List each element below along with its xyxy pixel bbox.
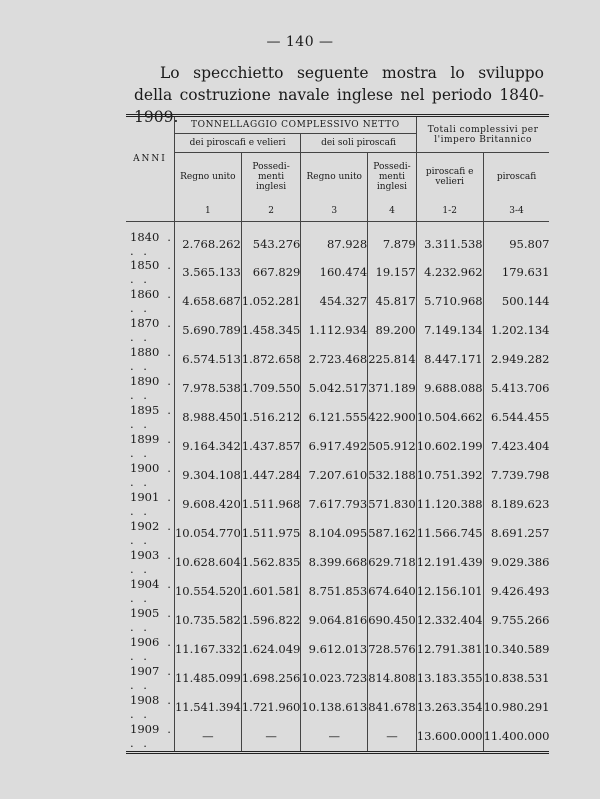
table-row [126, 316, 549, 345]
value-cell-col-1: 10.735.582 [174, 606, 241, 635]
value-cell-col-4: 728.576 [368, 635, 417, 664]
col-label-5: piroscafi e velieri [416, 153, 483, 201]
value-cell-col-6: 9.426.493 [490, 584, 550, 598]
value-cell-col-5: 13.600.000 [416, 722, 483, 753]
value-cell-col-4: 45.817 [368, 287, 417, 316]
value-cell-col-2: 543.276 [241, 221, 301, 258]
value-cell-col-4: 571.830 [368, 490, 417, 519]
value-cell-col-5: 9.688.088 [416, 374, 483, 403]
year-label: 1906 [130, 635, 160, 649]
value-cell-col-1: 10.554.520 [174, 577, 241, 606]
value-cell-col-6: 8.189.623 [490, 497, 550, 511]
year-cell [126, 519, 174, 548]
leader-dots: . . . [130, 693, 174, 721]
value-cell-col-2: 1.447.284 [241, 461, 301, 490]
leader-dots: . . . [130, 316, 174, 344]
value-cell-col-2: — [241, 722, 301, 753]
value-cell-col-2: 667.829 [241, 258, 301, 287]
year-label: 1880 [130, 345, 160, 359]
table-row [126, 490, 549, 519]
year-cell [126, 345, 174, 374]
value-cell-col-1: — [174, 722, 241, 753]
value-cell-col-1: 9.164.342 [174, 432, 241, 461]
value-cell-col-3: 9.612.013 [301, 635, 368, 664]
year-cell [126, 316, 174, 345]
value-cell-col-5: 13.183.355 [416, 664, 483, 693]
table-row [126, 577, 549, 606]
value-cell-col-3: 8.399.668 [301, 548, 368, 577]
value-cell-col-1: 11.485.099 [174, 664, 241, 693]
value-cell-col-3: — [301, 722, 368, 753]
value-cell-col-5: 7.149.134 [416, 316, 483, 345]
value-cell-col-3: 454.327 [301, 287, 368, 316]
value-cell-col-3: 160.474 [301, 258, 368, 287]
year-label: 1902 [130, 519, 160, 533]
header-piroscafi-velieri: dei piroscafi e velieri [174, 134, 300, 153]
value-cell-col-2: 1.624.049 [241, 635, 301, 664]
value-cell-col-4: 690.450 [368, 606, 417, 635]
year-label: 1840 [130, 229, 160, 244]
table-row [126, 664, 549, 693]
table-row [126, 606, 549, 635]
value-cell-col-1: 5.690.789 [174, 316, 241, 345]
value-cell-col-5: 12.791.381 [416, 635, 483, 664]
value-cell-col-2: 1.721.960 [241, 693, 301, 722]
value-cell-col-2: 1.458.345 [241, 316, 301, 345]
table-body [126, 221, 549, 752]
leader-dots: . . . [130, 432, 174, 460]
table-row [126, 548, 549, 577]
year-label: 1908 [130, 693, 160, 707]
value-cell-col-3: 6.121.555 [301, 403, 368, 432]
value-cell-col-6: 8.691.257 [490, 526, 550, 540]
value-cell-col-1: 11.541.394 [174, 693, 241, 722]
value-cell-col-5: 8.447.171 [416, 345, 483, 374]
year-cell [126, 287, 174, 316]
value-cell-col-2: 1.601.581 [241, 577, 301, 606]
value-cell-col-3: 87.928 [301, 221, 368, 258]
year-cell [126, 461, 174, 490]
year-cell [126, 577, 174, 606]
value-cell-col-4: 7.879 [368, 221, 417, 258]
col-label-2: Possedi-menti inglesi [241, 153, 301, 201]
table-row [126, 345, 549, 374]
value-cell-col-3: 9.064.816 [301, 606, 368, 635]
table-row [126, 722, 549, 753]
value-cell-col-2: 1.596.822 [241, 606, 301, 635]
value-cell-col-2: 1.516.212 [241, 403, 301, 432]
leader-dots: . . . [130, 229, 174, 258]
year-label: 1904 [130, 577, 160, 591]
year-cell [126, 258, 174, 287]
value-cell-col-6: 11.400.000 [483, 722, 549, 753]
leader-dots: . . . [130, 548, 174, 576]
value-cell-col-3: 7.207.610 [301, 461, 368, 490]
value-cell-col-1: 3.565.133 [174, 258, 241, 287]
col-label-3: Regno unito [301, 153, 368, 201]
col-label-1: Regno unito [174, 153, 241, 201]
value-cell-col-6: 179.631 [501, 265, 550, 279]
year-cell [126, 606, 174, 635]
header-anni: ANNI [126, 116, 174, 201]
value-cell-col-5: 3.311.538 [416, 221, 483, 258]
shipbuilding-table [126, 114, 549, 754]
value-cell-col-6: 1.202.134 [490, 323, 550, 337]
year-cell [126, 403, 174, 432]
value-cell-col-6: 9.755.266 [490, 613, 550, 627]
value-cell-col-5: 4.232.962 [416, 258, 483, 287]
col-num-anni [126, 201, 174, 222]
leader-dots: . . . [130, 287, 174, 315]
year-label: 1899 [130, 432, 160, 446]
leader-dots: . . . [130, 374, 174, 402]
col-label-6: piroscafi [496, 171, 537, 182]
value-cell-col-6: 5.413.706 [490, 381, 550, 395]
year-label: 1905 [130, 606, 160, 620]
year-cell [126, 664, 174, 693]
value-cell-col-2: 1.511.975 [241, 519, 301, 548]
year-cell [126, 693, 174, 722]
value-cell-col-1: 6.574.513 [174, 345, 241, 374]
value-cell-col-4: 841.678 [368, 693, 417, 722]
table-row [126, 221, 549, 258]
value-cell-col-1: 11.167.332 [174, 635, 241, 664]
leader-dots: . . . [130, 345, 174, 373]
value-cell-col-1: 2.768.262 [174, 221, 241, 258]
value-cell-col-6: 10.838.531 [483, 671, 550, 685]
value-cell-col-2: 1.872.658 [241, 345, 301, 374]
value-cell-col-1: 7.978.538 [174, 374, 241, 403]
year-label: 1890 [130, 374, 160, 388]
value-cell-col-5: 13.263.354 [416, 693, 483, 722]
table-row [126, 693, 549, 722]
col-label-4: Possedi-menti inglesi [368, 153, 417, 201]
table-row [126, 287, 549, 316]
year-label: 1900 [130, 461, 160, 475]
value-cell-col-1: 8.988.450 [174, 403, 241, 432]
leader-dots: . . . [130, 519, 174, 547]
value-cell-col-5: 10.751.392 [416, 461, 483, 490]
year-label: 1901 [130, 490, 160, 504]
leader-dots: . . . [130, 490, 174, 518]
value-cell-col-6: 10.340.589 [483, 642, 550, 656]
value-cell-col-2: 1.562.835 [241, 548, 301, 577]
year-label: 1850 [130, 258, 160, 272]
value-cell-col-6: 6.544.455 [490, 410, 550, 424]
value-cell-col-3: 8.104.095 [301, 519, 368, 548]
table-row [126, 258, 549, 287]
table-row [126, 432, 549, 461]
year-label: 1870 [130, 316, 160, 330]
value-cell-col-5: 11.566.745 [416, 519, 483, 548]
table-row [126, 635, 549, 664]
value-cell-col-4: 674.640 [368, 577, 417, 606]
value-cell-col-3: 1.112.934 [301, 316, 368, 345]
table-row [126, 403, 549, 432]
col-num-2: 2 [241, 201, 301, 222]
value-cell-col-4: 19.157 [368, 258, 417, 287]
value-cell-col-3: 5.042.517 [301, 374, 368, 403]
value-cell-col-4: 371.189 [368, 374, 417, 403]
value-cell-col-4: 629.718 [368, 548, 417, 577]
year-cell [126, 490, 174, 519]
year-label: 1903 [130, 548, 160, 562]
value-cell-col-4: 225.814 [368, 345, 417, 374]
value-cell-col-5: 5.710.968 [416, 287, 483, 316]
year-cell [126, 432, 174, 461]
year-cell [126, 374, 174, 403]
col-num-5: 1-2 [416, 201, 483, 222]
value-cell-col-3: 2.723.468 [301, 345, 368, 374]
value-cell-col-2: 1.511.968 [241, 490, 301, 519]
value-cell-col-4: 422.900 [368, 403, 417, 432]
value-cell-col-5: 12.156.101 [416, 577, 483, 606]
table-row [126, 374, 549, 403]
leader-dots: . . . [130, 403, 174, 431]
value-cell-col-4: 89.200 [368, 316, 417, 345]
leader-dots: . . . [130, 722, 174, 750]
value-cell-col-3: 10.138.613 [301, 693, 368, 722]
value-cell-col-3: 6.917.492 [301, 432, 368, 461]
leader-dots: . . . [130, 664, 174, 692]
value-cell-col-4: 814.808 [368, 664, 417, 693]
value-cell-col-4: 532.188 [368, 461, 417, 490]
value-cell-col-2: 1.709.550 [241, 374, 301, 403]
year-label: 1895 [130, 403, 160, 417]
leader-dots: . . . [130, 258, 174, 286]
year-label: 1909 [130, 722, 160, 736]
value-cell-col-6: 10.980.291 [483, 700, 550, 714]
year-cell [126, 635, 174, 664]
value-cell-col-3: 8.751.853 [301, 577, 368, 606]
year-label: 1860 [130, 287, 160, 301]
table-row [126, 519, 549, 548]
page-number: — 140 — [266, 34, 334, 50]
value-cell-col-5: 12.332.404 [416, 606, 483, 635]
value-cell-col-3: 7.617.793 [301, 490, 368, 519]
intro-paragraph: Lo specchietto seguente mostra lo sviluppo della costruzione navale inglese nel periodo 1840-1909. [134, 64, 544, 126]
value-cell-col-5: 11.120.388 [416, 490, 483, 519]
header-soli-piroscafi: dei soli piroscafi [301, 134, 416, 153]
value-cell-col-2: 1.437.857 [241, 432, 301, 461]
value-cell-col-6: 7.423.404 [490, 439, 550, 453]
col-num-6: 3-4 [483, 201, 549, 222]
value-cell-col-1: 10.628.604 [174, 548, 241, 577]
value-cell-col-2: 1.698.256 [241, 664, 301, 693]
value-cell-col-6: 95.807 [509, 236, 550, 251]
value-cell-col-4: 587.162 [368, 519, 417, 548]
value-cell-col-3: 10.023.723 [301, 664, 368, 693]
value-cell-col-1: 9.608.420 [174, 490, 241, 519]
value-cell-col-1: 10.054.770 [174, 519, 241, 548]
value-cell-col-5: 12.191.439 [416, 548, 483, 577]
value-cell-col-5: 10.504.662 [416, 403, 483, 432]
value-cell-col-4: 505.912 [368, 432, 417, 461]
value-cell-col-6: 7.739.798 [490, 468, 550, 482]
leader-dots: . . . [130, 577, 174, 605]
value-cell-col-1: 9.304.108 [174, 461, 241, 490]
value-cell-col-6: 500.144 [501, 294, 550, 308]
year-cell [126, 221, 174, 258]
leader-dots: . . . [130, 461, 174, 489]
value-cell-col-6: 2.949.282 [490, 352, 550, 366]
value-cell-col-4: — [368, 722, 417, 753]
header-totali: Totali complessivi per l'impero Britannico [416, 116, 549, 153]
col-num-1: 1 [174, 201, 241, 222]
value-cell-col-1: 4.658.687 [174, 287, 241, 316]
col-num-4: 4 [368, 201, 417, 222]
value-cell-col-6: 9.029.386 [490, 555, 550, 569]
col-num-3: 3 [301, 201, 368, 222]
value-cell-col-2: 1.052.281 [241, 287, 301, 316]
leader-dots: . . . [130, 606, 174, 634]
year-cell [126, 722, 174, 753]
leader-dots: . . . [130, 635, 174, 663]
value-cell-col-5: 10.602.199 [416, 432, 483, 461]
year-cell [126, 548, 174, 577]
header-tonnellaggio: TONNELLAGGIO COMPLESSIVO NETTO [174, 116, 416, 134]
year-label: 1907 [130, 664, 160, 678]
table-row [126, 461, 549, 490]
